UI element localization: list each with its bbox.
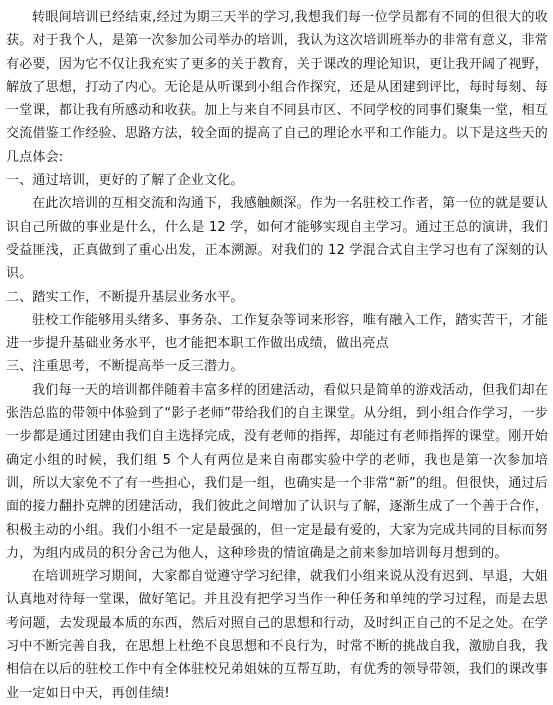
- intro-paragraph: 转眼间培训已经结束,经过为期三天半的学习,我想我们每一位学员都有不同的但很大的收获。对于我个人，是第一次参加公司举办的培训，我认为这次培训班举办的非常有意义，非常有必要，因为它不仅让我充实了更多的关于教育，关于课改的理论知识，更让我开阔了视野，解放了思想，打动了内心。无论是从听课到小组合作探究，还是从团建到评比，每时每刻、每一堂课，都让我有所感动和收获。加上与来自不同县市区、不同学校的同事们聚集一堂，相互交流借鉴工作经验、思路方法，较全面的提高了自己的理论水平和工作能力。以下是这些天的几点体会:: [6, 10, 548, 165]
- section-heading-3: 三、注重思考，不断提高举一反三潜力。: [6, 359, 244, 375]
- section-1-paragraph: 在此次培训的互相交流和沟通下，我感触颇深。作为一名驻校工作者，第一位的就是要认识自己所做的事业是什么，什么是 12 学，如何才能够实现自主学习。通过王总的演讲，我们受益匪浅，正真做到了重心出发，正本溯源。对我们的 12 学混合式自主学习也有了深刻的认识。: [6, 196, 548, 282]
- section-3-paragraph: 我们每一天的培训都伴随着丰富多样的团建活动，看似只是简单的游戏活动，但我们却在张浩总监的带领中体验到了“影子老师”带给我们的自主课堂。从分组，到小组合作学习，一步一步都是通过团建由我们自主选择完成，没有老师的指挥，却能过有老师指挥的课堂。刚开始确定小组的时候，我们组 5 个人有两位是来自南郡实验中学的老师，我也是第一次参加培训，所以大家免不了有一些担心，我们是一组，也确实是一个非常“新”的组。但很快，通过后面的接力翻扑克牌的团建活动，我们彼此之间增加了认识与了解，逐渐生成了一个善于合作，积极主动的小组。我们小组不一定是最强的，但一定是最有爱的，大家为完成共同的目标而努力，为组内成员的积分舍己为他人，这种珍贵的情谊确是之前来参加培训每月想到的。: [6, 382, 548, 561]
- section-heading-2: 二、踏实工作，不断提升基层业务水平。: [6, 289, 244, 305]
- closing-paragraph: 在培训班学习期间，大家都自觉遵守学习纪律，就我们小组来说从没有迟到、早退，大姐认真地对待每一堂课，做好笔记。并且没有把学习当作一种任务和单纯的学习过程，而是去思考问题，去发现最本质的东西，然后对照自己的思想和行动，及时纠正自己的不足之处。在学习中不断完善自我，在思想上杜绝不良思想和不良行为，时常不断的挑战自我，激励自我，我相信在以后的驻校工作中有全体驻校兄弟姐妹的互帮互助，有优秀的领导带领，我们的课改事业一定如日中天，再创佳绩!: [6, 569, 548, 701]
- section-heading-1: 一、通过培训，更好的了解了企业文化。: [6, 173, 244, 189]
- section-2-paragraph: 驻校工作能够用头绪多、事务杂、工作复杂等词来形容，唯有融入工作，踏实苦干，才能进一步提升基础业务水平，也才能把本职工作做出成绩，做出亮点: [6, 312, 548, 352]
